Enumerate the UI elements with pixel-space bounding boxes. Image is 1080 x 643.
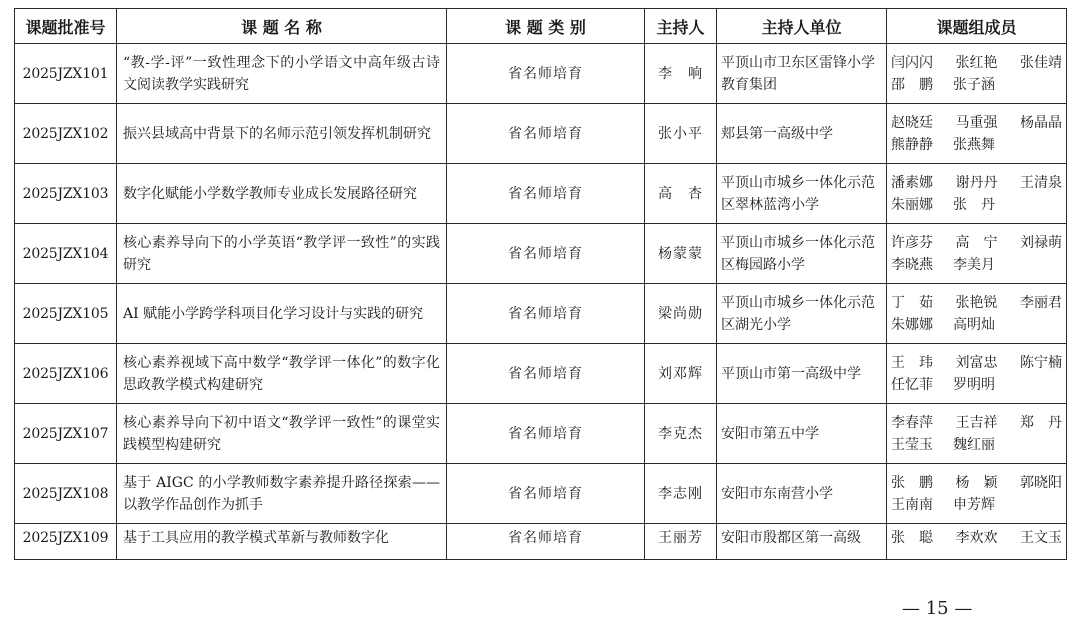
table-row	[15, 344, 1067, 404]
member-name: 赵晓廷	[891, 114, 933, 131]
member-name: 李美月	[953, 256, 995, 273]
members-line	[891, 494, 1062, 516]
category-cell: 省名师培育	[447, 464, 645, 524]
member-name: 张子涵	[953, 76, 995, 93]
member-name: 张 鹏	[891, 474, 933, 491]
members-line	[891, 314, 1062, 336]
header-category: 课 题 类 别	[447, 9, 645, 44]
table-row	[15, 44, 1067, 104]
member-name: 熊静静	[891, 136, 933, 153]
project-name-cell: 核心素养视域下高中数学“教学评一体化”的数字化思政教学模式构建研究	[117, 344, 447, 404]
host-cell: 李克杰	[645, 404, 717, 464]
members-line	[891, 112, 1062, 134]
approval-no-cell: 2025JZX103	[15, 164, 117, 224]
host-cell: 梁尚勋	[645, 284, 717, 344]
members-line	[891, 74, 1062, 96]
members-line	[891, 172, 1062, 194]
members-line	[891, 472, 1062, 494]
member-name: 邵 鹏	[891, 76, 933, 93]
host-unit-cell: 平顶山市城乡一体化示范区湖光小学	[717, 284, 887, 344]
member-name: 张佳靖	[1020, 54, 1062, 71]
members-line	[891, 134, 1062, 156]
member-name: 马重强	[955, 114, 998, 131]
category-cell: 省名师培育	[447, 524, 645, 560]
header-approval-no: 课题批准号	[15, 9, 117, 44]
member-name: 郑 丹	[1020, 414, 1062, 431]
table-row	[15, 284, 1067, 344]
member-name: 闫闪闪	[891, 54, 933, 71]
member-name: 王吉祥	[955, 414, 998, 431]
project-name-cell: 核心素养导向下初中语文“教学评一致性”的课堂实践模型构建研究	[117, 404, 447, 464]
table-row	[15, 464, 1067, 524]
members-cell	[887, 524, 1067, 560]
members-cell	[887, 44, 1067, 104]
member-name: 杨 颖	[955, 474, 998, 491]
category-cell: 省名师培育	[447, 284, 645, 344]
approval-no-cell: 2025JZX109	[15, 524, 117, 560]
members-cell	[887, 104, 1067, 164]
host-unit-cell: 平顶山市城乡一体化示范区翠林蓝湾小学	[717, 164, 887, 224]
members-line	[891, 232, 1062, 254]
table-row	[15, 524, 1067, 560]
category-cell: 省名师培育	[447, 44, 645, 104]
project-name-cell: 振兴县域高中背景下的名师示范引领发挥机制研究	[117, 104, 447, 164]
member-name: 杨晶晶	[1020, 114, 1062, 131]
member-name: 潘素娜	[891, 174, 933, 191]
member-name: 陈宁楠	[1020, 354, 1062, 371]
member-name: 张 聪	[891, 530, 933, 546]
approval-no-cell: 2025JZX105	[15, 284, 117, 344]
category-cell: 省名师培育	[447, 404, 645, 464]
project-name-cell: 基于工具应用的教学模式革新与教师数字化	[117, 524, 447, 560]
members-line	[891, 374, 1062, 396]
host-cell: 刘邓辉	[645, 344, 717, 404]
member-name: 李欢欢	[955, 530, 998, 546]
member-name: 王文玉	[1020, 530, 1062, 546]
member-name: 谢丹丹	[955, 174, 998, 191]
member-name: 刘富忠	[955, 354, 998, 371]
page-number: — 15 —	[902, 598, 973, 619]
member-name: 王清泉	[1020, 174, 1062, 191]
project-name-cell: 数字化赋能小学数学教师专业成长发展路径研究	[117, 164, 447, 224]
host-unit-cell: 平顶山市卫东区雷锋小学教育集团	[717, 44, 887, 104]
members-line	[891, 527, 1062, 549]
members-line	[891, 292, 1062, 314]
members-cell	[887, 464, 1067, 524]
member-name: 张燕舞	[953, 136, 995, 153]
host-unit-cell: 平顶山市第一高级中学	[717, 344, 887, 404]
member-name: 刘禄萌	[1020, 234, 1062, 251]
approval-no-cell: 2025JZX101	[15, 44, 117, 104]
category-cell: 省名师培育	[447, 224, 645, 284]
host-cell: 王丽芳	[645, 524, 717, 560]
approval-no-cell: 2025JZX108	[15, 464, 117, 524]
members-line	[891, 52, 1062, 74]
category-cell: 省名师培育	[447, 344, 645, 404]
member-name: 张红艳	[955, 54, 998, 71]
approval-no-cell: 2025JZX106	[15, 344, 117, 404]
member-name: 王莹玉	[891, 436, 933, 453]
member-name: 李丽君	[1020, 294, 1062, 311]
member-name: 许彦芬	[891, 234, 933, 251]
host-cell: 高 杏	[645, 164, 717, 224]
table-row	[15, 404, 1067, 464]
table-row	[15, 224, 1067, 284]
member-name: 王 玮	[891, 354, 933, 371]
table-header-row	[15, 9, 1067, 44]
member-name: 丁 茹	[891, 294, 933, 311]
host-cell: 张小平	[645, 104, 717, 164]
member-name: 任忆菲	[891, 376, 933, 393]
members-cell	[887, 284, 1067, 344]
host-cell: 李志刚	[645, 464, 717, 524]
member-name: 朱丽娜	[891, 196, 933, 213]
host-unit-cell: 平顶山市城乡一体化示范区梅园路小学	[717, 224, 887, 284]
project-table	[14, 8, 1067, 560]
table-row	[15, 104, 1067, 164]
member-name: 李春萍	[891, 414, 933, 431]
member-name: 张艳锐	[955, 294, 998, 311]
header-host-unit: 主持人单位	[717, 9, 887, 44]
host-unit-cell: 安阳市东南营小学	[717, 464, 887, 524]
members-line	[891, 254, 1062, 276]
host-unit-cell: 郏县第一高级中学	[717, 104, 887, 164]
category-cell: 省名师培育	[447, 164, 645, 224]
members-line	[891, 412, 1062, 434]
members-cell	[887, 404, 1067, 464]
table-row	[15, 164, 1067, 224]
approval-no-cell: 2025JZX107	[15, 404, 117, 464]
member-name: 王南南	[891, 496, 933, 513]
members-cell	[887, 164, 1067, 224]
project-name-cell: “教-学-评”一致性理念下的小学语文中高年级古诗文阅读教学实践研究	[117, 44, 447, 104]
host-cell: 李 响	[645, 44, 717, 104]
member-name: 魏红丽	[953, 436, 995, 453]
approval-no-cell: 2025JZX102	[15, 104, 117, 164]
member-name: 高 宁	[955, 234, 998, 251]
member-name: 郭晓阳	[1020, 474, 1062, 491]
category-cell: 省名师培育	[447, 104, 645, 164]
member-name: 罗明明	[953, 376, 995, 393]
host-unit-cell: 安阳市第五中学	[717, 404, 887, 464]
header-project-name: 课 题 名 称	[117, 9, 447, 44]
members-line	[891, 194, 1062, 216]
member-name: 朱娜娜	[891, 316, 933, 333]
project-name-cell: 核心素养导向下的小学英语“教学评一致性”的实践研究	[117, 224, 447, 284]
member-name: 高明灿	[953, 316, 995, 333]
members-line	[891, 352, 1062, 374]
header-members: 课题组成员	[887, 9, 1067, 44]
approval-no-cell: 2025JZX104	[15, 224, 117, 284]
project-name-cell: AI 赋能小学跨学科项目化学习设计与实践的研究	[117, 284, 447, 344]
member-name: 李晓燕	[891, 256, 933, 273]
members-line	[891, 434, 1062, 456]
host-cell: 杨蒙蒙	[645, 224, 717, 284]
host-unit-cell: 安阳市殷都区第一高级	[717, 524, 887, 560]
members-cell	[887, 344, 1067, 404]
project-name-cell: 基于 AIGC 的小学教师数字素养提升路径探索——以教学作品创作为抓手	[117, 464, 447, 524]
header-host: 主持人	[645, 9, 717, 44]
members-cell	[887, 224, 1067, 284]
member-name: 张 丹	[953, 196, 995, 213]
member-name: 申芳辉	[953, 496, 995, 513]
